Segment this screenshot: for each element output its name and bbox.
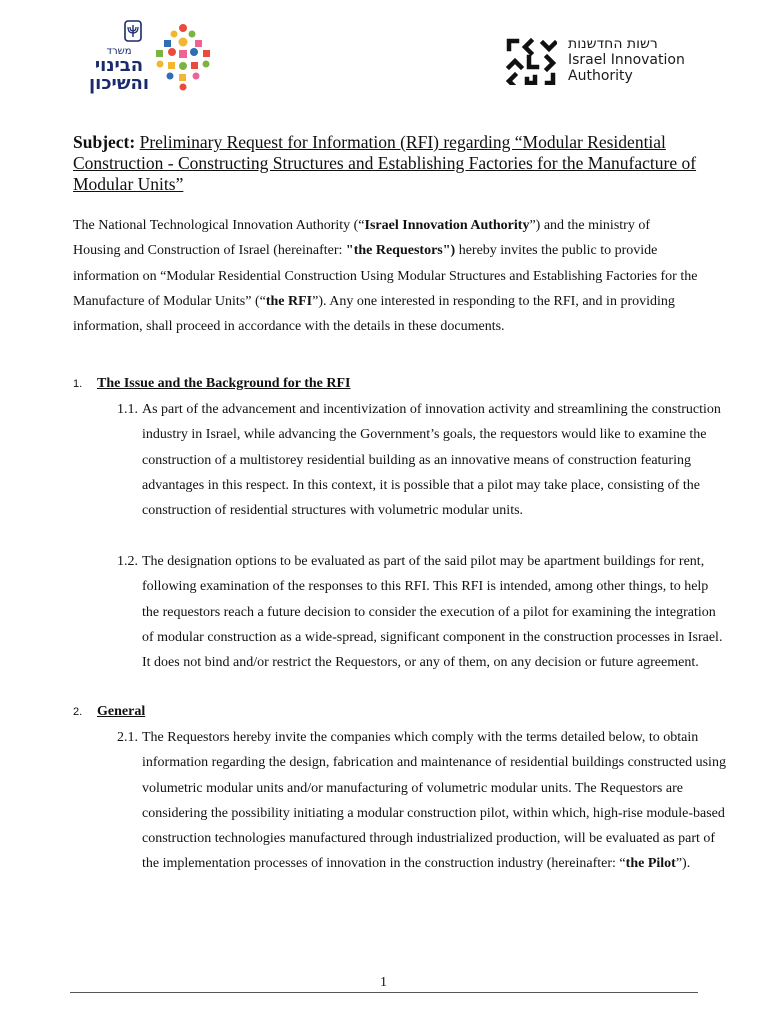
intro-text-2: ”) and the ministry of Housing and Construction of Israel (hereinafter: xyxy=(73,218,650,259)
section-2-number: 2. xyxy=(73,706,83,718)
ministry-logo-text xyxy=(84,46,154,93)
menorah-emblem-icon xyxy=(124,20,142,42)
clause-2-1 xyxy=(117,725,727,877)
subject-label: Subject: xyxy=(73,132,136,152)
ministry-small-text: משרד xyxy=(106,46,132,57)
clause-1-1-number: 1.1. xyxy=(117,402,138,417)
authority-name-line2: Authority xyxy=(568,68,633,84)
clause-2-1-number: 2.1. xyxy=(117,730,138,745)
clause-2-1-text-a: The Requestors hereby invite the companies which comply with the terms detailed below, to obtain information regarding the design, fabrication and maintenance of residential buildings constructed using volumetric modular units and/or manufacturing of volumetric modular units. The Requestors are considering the possibility initiating a modular construction pilot, within which, high-rise module-based construction technologies manufactured through industrialized production, will be evaluated as part of the implementation processes of innovation in the construction industry (hereinafter: “ xyxy=(142,730,726,872)
section-1-heading xyxy=(73,376,350,392)
intro-paragraph xyxy=(73,213,698,339)
ministry-line2: והשיכון xyxy=(88,73,150,94)
clause-1-1-text: As part of the advancement and incentivization of innovation activity and streamlining the construction industry in Israel, while advancing the Government’s goals, the requestors would like to examine the construction of a multistorey residential building as an innovative means of construction featuring advantages in this respect. In this context, it is possible that a pilot may take place, consisting of the construction of residential structures with volumetric modular units. xyxy=(142,402,721,519)
clause-1-2-text: The designation options to be evaluated as part of the said pilot may be apartment buildings for rent, following examination of the responses to this RFI. This RFI is intended, among other things, to help the requestors reach a future decision to consider the execution of a pilot for examining the integration of modular construction as a wide-spread, significant component in the construction processes in Israel. It does not bind and/or restrict the Requestors, or any of them, on any decision or future agreement. xyxy=(142,554,723,671)
clause-1-2 xyxy=(117,549,727,675)
subject-heading xyxy=(73,132,698,195)
section-2-heading xyxy=(73,704,145,720)
clause-1-1 xyxy=(117,397,727,523)
innovation-authority-logo-text xyxy=(568,36,685,84)
intro-bold-2: "the Requestors") xyxy=(345,243,456,259)
intro-text-3: hereby invites the public to provide information on “Modular Residential Construction Using Modular Structures and Establishing Factories for the Manufacture of Modular Units” (“ xyxy=(73,243,698,309)
clause-2-1-bold: the Pilot xyxy=(625,856,676,872)
intro-text-4: ”). Any one interested in responding to the RFI, and in providing information, shall proceed in accordance with the details in these documents. xyxy=(73,293,675,335)
subject-title: Preliminary Request for Information (RFI) regarding “Modular Residential Construction - Constructing Structures and Establishing Factories for the Manufacture of Modular Units” xyxy=(73,132,697,194)
authority-name-line1: Israel Innovation xyxy=(568,52,685,68)
ministry-flower-logo-icon xyxy=(150,22,216,92)
section-1-title: The Issue and the Background for the RFI xyxy=(97,376,351,391)
intro-bold-1: Israel Innovation Authority xyxy=(364,218,530,233)
footer-divider xyxy=(70,992,698,993)
page-number: 1 xyxy=(380,975,387,990)
clause-1-2-number: 1.2. xyxy=(117,554,138,569)
innovation-authority-logo-icon xyxy=(505,37,557,85)
section-1-number: 1. xyxy=(73,378,83,390)
clause-2-1-text-b: ”). xyxy=(675,856,691,872)
ministry-line1: הבינוי xyxy=(94,55,144,76)
intro-text-1: The National Technological Innovation Authority (“ xyxy=(73,218,365,233)
authority-hebrew-name: רשות החדשנות xyxy=(568,36,658,52)
section-2-title: General xyxy=(97,704,146,719)
intro-bold-3: the RFI xyxy=(265,293,313,309)
